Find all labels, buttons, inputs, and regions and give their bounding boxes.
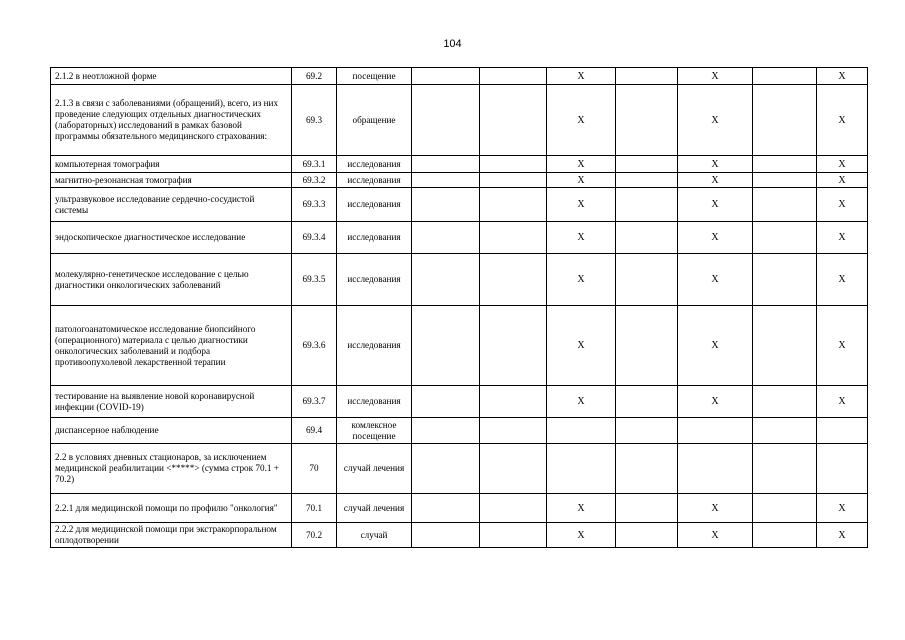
value-cell	[480, 85, 547, 156]
row-code-cell: 69.2	[292, 68, 337, 85]
value-cell: X	[547, 494, 616, 523]
row-name-cell: молекулярно-генетическое исследование с целью диагностики онкологических заболеваний	[51, 254, 292, 306]
value-cell: X	[547, 386, 616, 418]
row-name-cell: тестирование на выявление новой коронавирусной инфекции (COVID-19)	[51, 386, 292, 418]
value-cell	[480, 173, 547, 188]
value-cell: X	[678, 85, 753, 156]
value-cell: X	[817, 68, 868, 85]
value-cell: X	[678, 494, 753, 523]
value-cell	[412, 222, 480, 254]
value-cell	[817, 418, 868, 444]
value-cell	[412, 523, 480, 548]
row-code-cell: 69.3.4	[292, 222, 337, 254]
row-unit-cell: исследования	[337, 188, 412, 222]
value-cell	[547, 418, 616, 444]
value-cell	[753, 85, 817, 156]
row-name-cell: 2.2.2 для медицинской помощи при экстракорпоральном оплодотворении	[51, 523, 292, 548]
value-cell: X	[547, 523, 616, 548]
row-unit-cell: обращение	[337, 85, 412, 156]
value-cell	[753, 188, 817, 222]
value-cell: X	[547, 173, 616, 188]
value-cell	[412, 85, 480, 156]
value-cell: X	[547, 188, 616, 222]
table-row	[51, 306, 868, 386]
value-cell	[480, 68, 547, 85]
row-unit-cell: комлексное посещение	[337, 418, 412, 444]
row-unit-cell: исследования	[337, 156, 412, 173]
value-cell	[753, 444, 817, 494]
table-row	[51, 188, 868, 222]
value-cell: X	[678, 173, 753, 188]
row-unit-cell: исследования	[337, 306, 412, 386]
value-cell	[480, 418, 547, 444]
value-cell	[616, 85, 678, 156]
row-unit-cell: посещение	[337, 68, 412, 85]
value-cell: X	[547, 254, 616, 306]
value-cell	[616, 306, 678, 386]
table-row	[51, 85, 868, 156]
value-cell	[480, 188, 547, 222]
value-cell	[480, 444, 547, 494]
value-cell	[616, 254, 678, 306]
value-cell	[616, 173, 678, 188]
table-row	[51, 523, 868, 548]
value-cell	[753, 306, 817, 386]
value-cell	[480, 222, 547, 254]
value-cell: X	[817, 222, 868, 254]
table-row	[51, 386, 868, 418]
value-cell	[616, 386, 678, 418]
row-code-cell: 69.3.6	[292, 306, 337, 386]
row-name-cell: 2.2 в условиях дневных стационаров, за исключением медицинской реабилитации <*****> (сумма строк 70.1 + 70.2)	[51, 444, 292, 494]
row-unit-cell: исследования	[337, 222, 412, 254]
value-cell: X	[817, 306, 868, 386]
value-cell	[616, 418, 678, 444]
value-cell	[480, 494, 547, 523]
value-cell	[480, 306, 547, 386]
table-row	[51, 494, 868, 523]
row-name-cell: диспансерное наблюдение	[51, 418, 292, 444]
value-cell: X	[547, 68, 616, 85]
value-cell	[753, 173, 817, 188]
value-cell: X	[678, 68, 753, 85]
row-unit-cell: исследования	[337, 173, 412, 188]
value-cell: X	[678, 523, 753, 548]
value-cell: X	[817, 173, 868, 188]
value-cell	[547, 444, 616, 494]
value-cell	[616, 156, 678, 173]
page-number: 104	[443, 38, 462, 50]
value-cell	[616, 188, 678, 222]
row-name-cell: патологоанатомическое исследование биопсийного (операционного) материала с целью диагностики онкологических заболеваний и подбора противоопухолевой лекарственной терапии	[51, 306, 292, 386]
value-cell: X	[678, 386, 753, 418]
value-cell: X	[678, 306, 753, 386]
value-cell	[480, 156, 547, 173]
value-cell: X	[817, 386, 868, 418]
value-cell: X	[817, 523, 868, 548]
value-cell	[678, 418, 753, 444]
row-name-cell: 2.2.1 для медицинской помощи по профилю "онкология"	[51, 494, 292, 523]
value-cell	[480, 254, 547, 306]
table-row	[51, 254, 868, 306]
row-code-cell: 70.1	[292, 494, 337, 523]
value-cell	[412, 173, 480, 188]
value-cell	[412, 156, 480, 173]
row-unit-cell: случай	[337, 523, 412, 548]
value-cell	[616, 68, 678, 85]
row-unit-cell: исследования	[337, 386, 412, 418]
value-cell: X	[678, 188, 753, 222]
value-cell: X	[547, 156, 616, 173]
value-cell	[480, 386, 547, 418]
row-code-cell: 69.3.2	[292, 173, 337, 188]
value-cell: X	[678, 222, 753, 254]
value-cell	[412, 188, 480, 222]
table-row	[51, 156, 868, 173]
value-cell: X	[678, 254, 753, 306]
value-cell	[616, 444, 678, 494]
norms-table	[50, 67, 868, 548]
row-unit-cell: случай лечения	[337, 444, 412, 494]
row-code-cell: 69.4	[292, 418, 337, 444]
value-cell	[753, 523, 817, 548]
row-code-cell: 69.3	[292, 85, 337, 156]
value-cell	[753, 222, 817, 254]
table-row	[51, 68, 868, 85]
value-cell	[412, 254, 480, 306]
value-cell	[753, 418, 817, 444]
value-cell	[412, 68, 480, 85]
value-cell	[412, 386, 480, 418]
value-cell	[753, 494, 817, 523]
value-cell	[753, 68, 817, 85]
value-cell: X	[547, 85, 616, 156]
row-name-cell: магнитно-резонансная томография	[51, 173, 292, 188]
value-cell	[753, 254, 817, 306]
value-cell: X	[817, 494, 868, 523]
row-unit-cell: исследования	[337, 254, 412, 306]
value-cell: X	[678, 156, 753, 173]
table-row	[51, 173, 868, 188]
row-name-cell: компьютерная томография	[51, 156, 292, 173]
value-cell: X	[817, 188, 868, 222]
value-cell	[753, 386, 817, 418]
row-code-cell: 70.2	[292, 523, 337, 548]
value-cell: X	[817, 156, 868, 173]
table-row	[51, 418, 868, 444]
row-name-cell: ультразвуковое исследование сердечно-сосудистой системы	[51, 188, 292, 222]
value-cell: X	[547, 306, 616, 386]
value-cell: X	[547, 222, 616, 254]
row-name-cell: 2.1.3 в связи с заболеваниями (обращений), всего, из них проведение следующих отдельных диагностических (лабораторных) исследований в рамках базовой программы обязательного медицинского страхования:	[51, 85, 292, 156]
value-cell	[616, 523, 678, 548]
value-cell	[480, 523, 547, 548]
value-cell	[753, 156, 817, 173]
row-code-cell: 69.3.1	[292, 156, 337, 173]
value-cell	[412, 494, 480, 523]
table-row	[51, 222, 868, 254]
row-code-cell: 69.3.5	[292, 254, 337, 306]
table-row	[51, 444, 868, 494]
value-cell: X	[817, 254, 868, 306]
value-cell	[817, 444, 868, 494]
row-code-cell: 70	[292, 444, 337, 494]
value-cell	[678, 444, 753, 494]
value-cell	[412, 306, 480, 386]
row-name-cell: эндоскопическое диагностическое исследование	[51, 222, 292, 254]
value-cell: X	[817, 85, 868, 156]
value-cell	[616, 222, 678, 254]
row-unit-cell: случай лечения	[337, 494, 412, 523]
value-cell	[412, 418, 480, 444]
row-name-cell: 2.1.2 в неотложной форме	[51, 68, 292, 85]
row-code-cell: 69.3.7	[292, 386, 337, 418]
value-cell	[412, 444, 480, 494]
value-cell	[616, 494, 678, 523]
row-code-cell: 69.3.3	[292, 188, 337, 222]
